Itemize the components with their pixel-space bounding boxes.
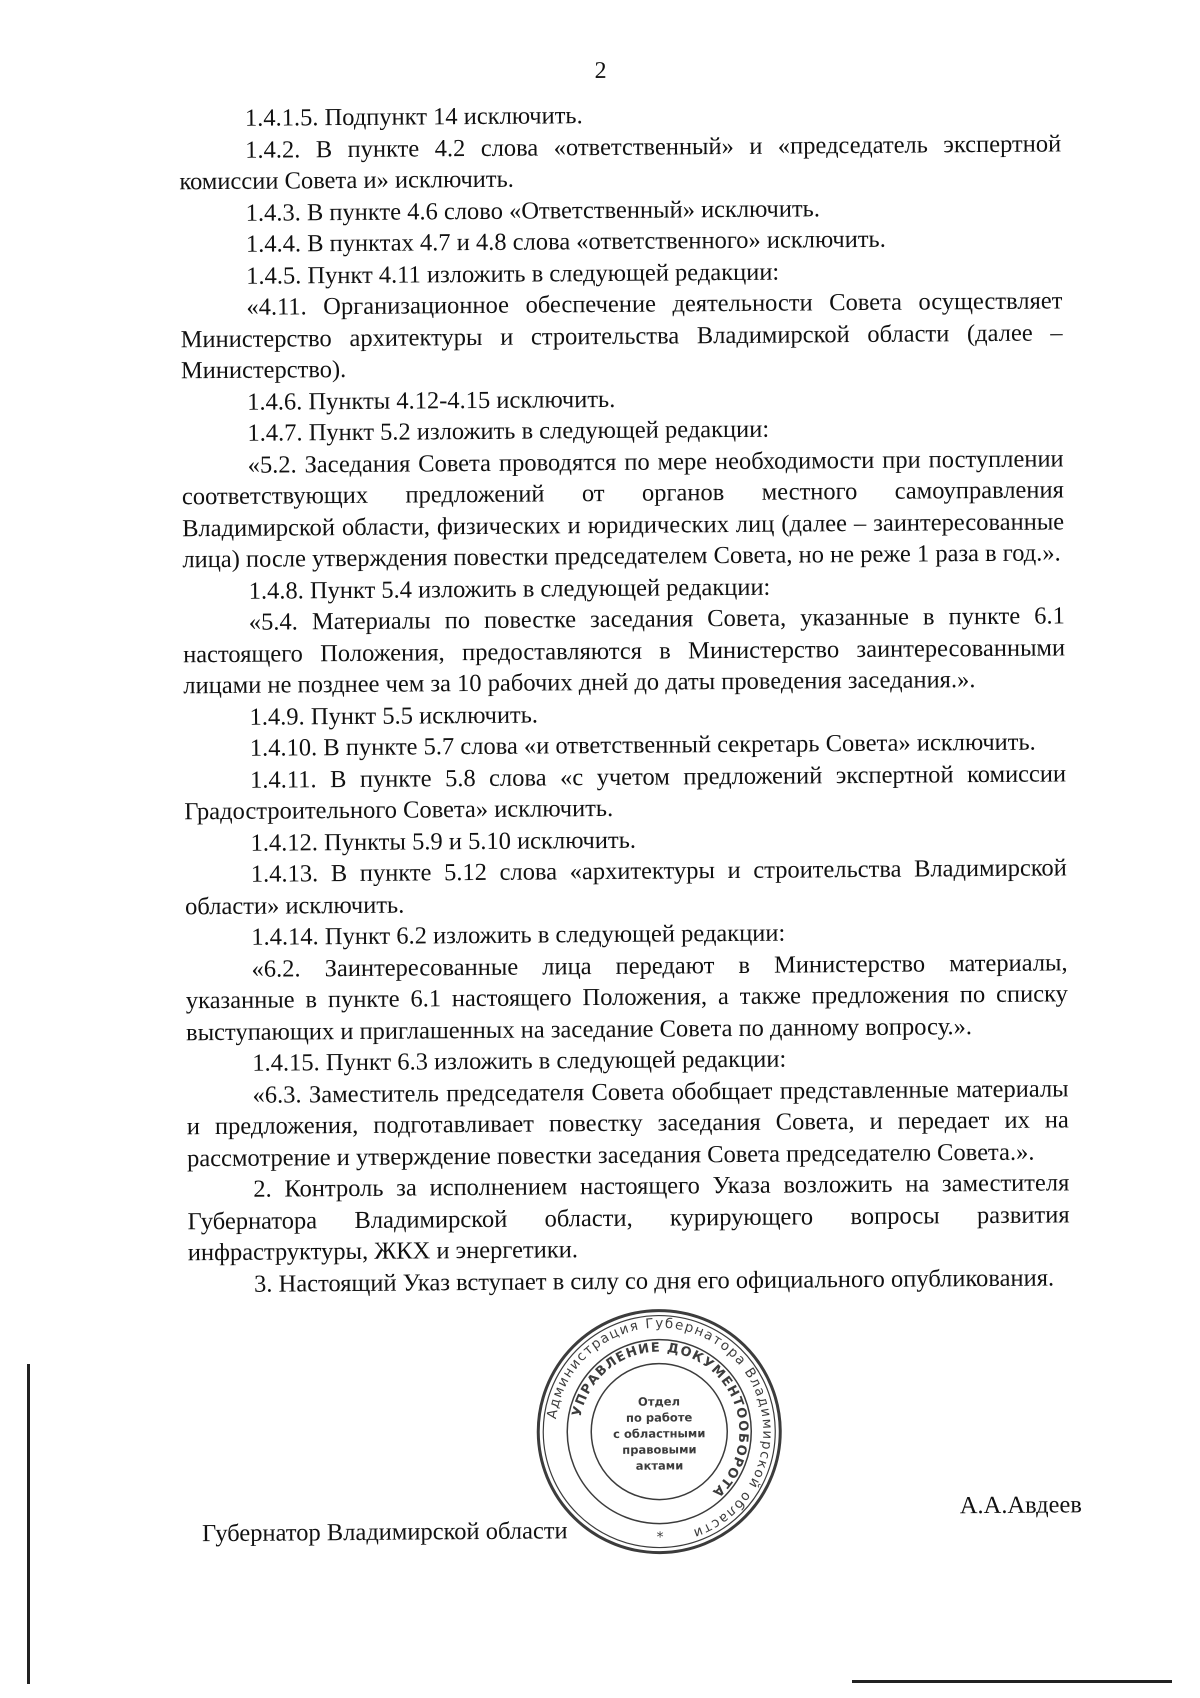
paragraph: 1.4.15. Пункт 6.3 изложить в следующей редакции: [252, 1045, 787, 1077]
stamp-inner-text: УПРАВЛЕНИЕ ДОКУМЕНТООБОРОТА [569, 1340, 751, 1501]
paragraph: 1.4.7. Пункт 5.2 изложить в следующей редакции: [247, 415, 770, 447]
paragraph: 1.4.14. Пункт 6.2 изложить в следующей редакции: [251, 919, 786, 951]
paragraph: 1.4.8. Пункт 5.4 изложить в следующей редакции: [248, 573, 771, 605]
paragraph: 3. Настоящий Указ вступает в силу со дня его официального опубликования. [253, 1263, 1055, 1298]
stamp-center-line: актами [635, 1458, 684, 1473]
stamp-star-icon: * [656, 1529, 664, 1546]
signatory-name: А.А.Авдеев [959, 1491, 1082, 1520]
paragraph: 1.4.1.5. Подпункт 14 исключить. [244, 102, 583, 132]
document-body [179, 96, 1070, 1300]
signatory-title: Губернатор Владимирской области [201, 1517, 568, 1548]
paragraph: «6.2. Заинтересованные лица передают в Министерство материалы, указанные в пункте 6.1 настоящего Положения, а также предложения по списку выступающих и приглашенных на заседание Совета по данному вопросу.». [185, 948, 1068, 1046]
paragraph: 1.4.11. В пункте 5.8 слова «с учетом предложений экспертной комиссии Градостроительного Совета» исключить. [184, 759, 1067, 826]
paragraph: «4.11. Организационное обеспечение деятельности Совета осуществляет Министерство архитектуры и строительства Владимирской области (далее – Министерство). [180, 287, 1063, 385]
scan-edge-line [852, 1680, 1172, 1683]
paragraph: 1.4.4. В пунктах 4.7 и 4.8 слова «ответственного» исключить. [245, 225, 886, 258]
official-seal-stamp [532, 1305, 786, 1559]
paragraph: «5.2. Заседания Совета проводятся по мере необходимости при поступлении соответствующих предложений от органов местного самоуправления Владимирской области, физических и юридических лиц (далее – заинтересованные лица) после утверждения повестки председателем Совета, но не реже 1 раза в год.». [181, 444, 1065, 574]
paragraph: 1.4.9. Пункт 5.5 исключить. [249, 701, 539, 731]
paragraph: 1.4.5. Пункт 4.11 изложить в следующей редакции: [246, 258, 780, 290]
stamp-center-line: по работе [625, 1410, 693, 1425]
stamp-center-line: с областными [613, 1426, 706, 1441]
stamp-center-line: правовыми [622, 1442, 697, 1457]
page-number: 2 [594, 57, 607, 85]
paragraph: «6.3. Заместитель председателя Совета обобщает представленные материалы и предложения, подготавливает повестку заседания Совета, и передает их на рассмотрение и утверждение повестки заседания Совета председателю Совета.». [186, 1074, 1069, 1172]
paragraph: 1.4.2. В пункте 4.2 слова «ответственный» и «председатель экспертной комиссии Совета и» исключить. [179, 129, 1062, 196]
paragraph: 1.4.13. В пункте 5.12 слова «архитектуры и строительства Владимирской области» исключить. [184, 854, 1067, 920]
paragraph: «5.4. Материалы по повестке заседания Совета, указанные в пункте 6.1 настоящего Положения, предоставляются в Министерство заинтересованными лицами не позднее чем за 10 рабочих дней до даты проведения заседания.». [183, 602, 1066, 700]
stamp-center-line: Отдел [637, 1394, 681, 1409]
stamp-outer-text: Администрация Губернатора Владимирской области [544, 1315, 776, 1542]
paragraph: 1.4.6. Пункты 4.12-4.15 исключить. [247, 385, 616, 416]
paragraph: 1.4.3. В пункте 4.6 слово «Ответственный» исключить. [245, 194, 821, 227]
scan-edge-line [27, 1364, 30, 1684]
paragraph: 2. Контроль за исполнением настоящего Указа возложить на заместителя Губернатора Владимирской области, курирующего вопросы развития инфраструктуры, ЖКХ и энергетики. [187, 1169, 1070, 1267]
paragraph: 1.4.10. В пункте 5.7 слова «и ответственный секретарь Совета» исключить. [249, 728, 1036, 762]
paragraph: 1.4.12. Пункты 5.9 и 5.10 исключить. [250, 826, 637, 857]
